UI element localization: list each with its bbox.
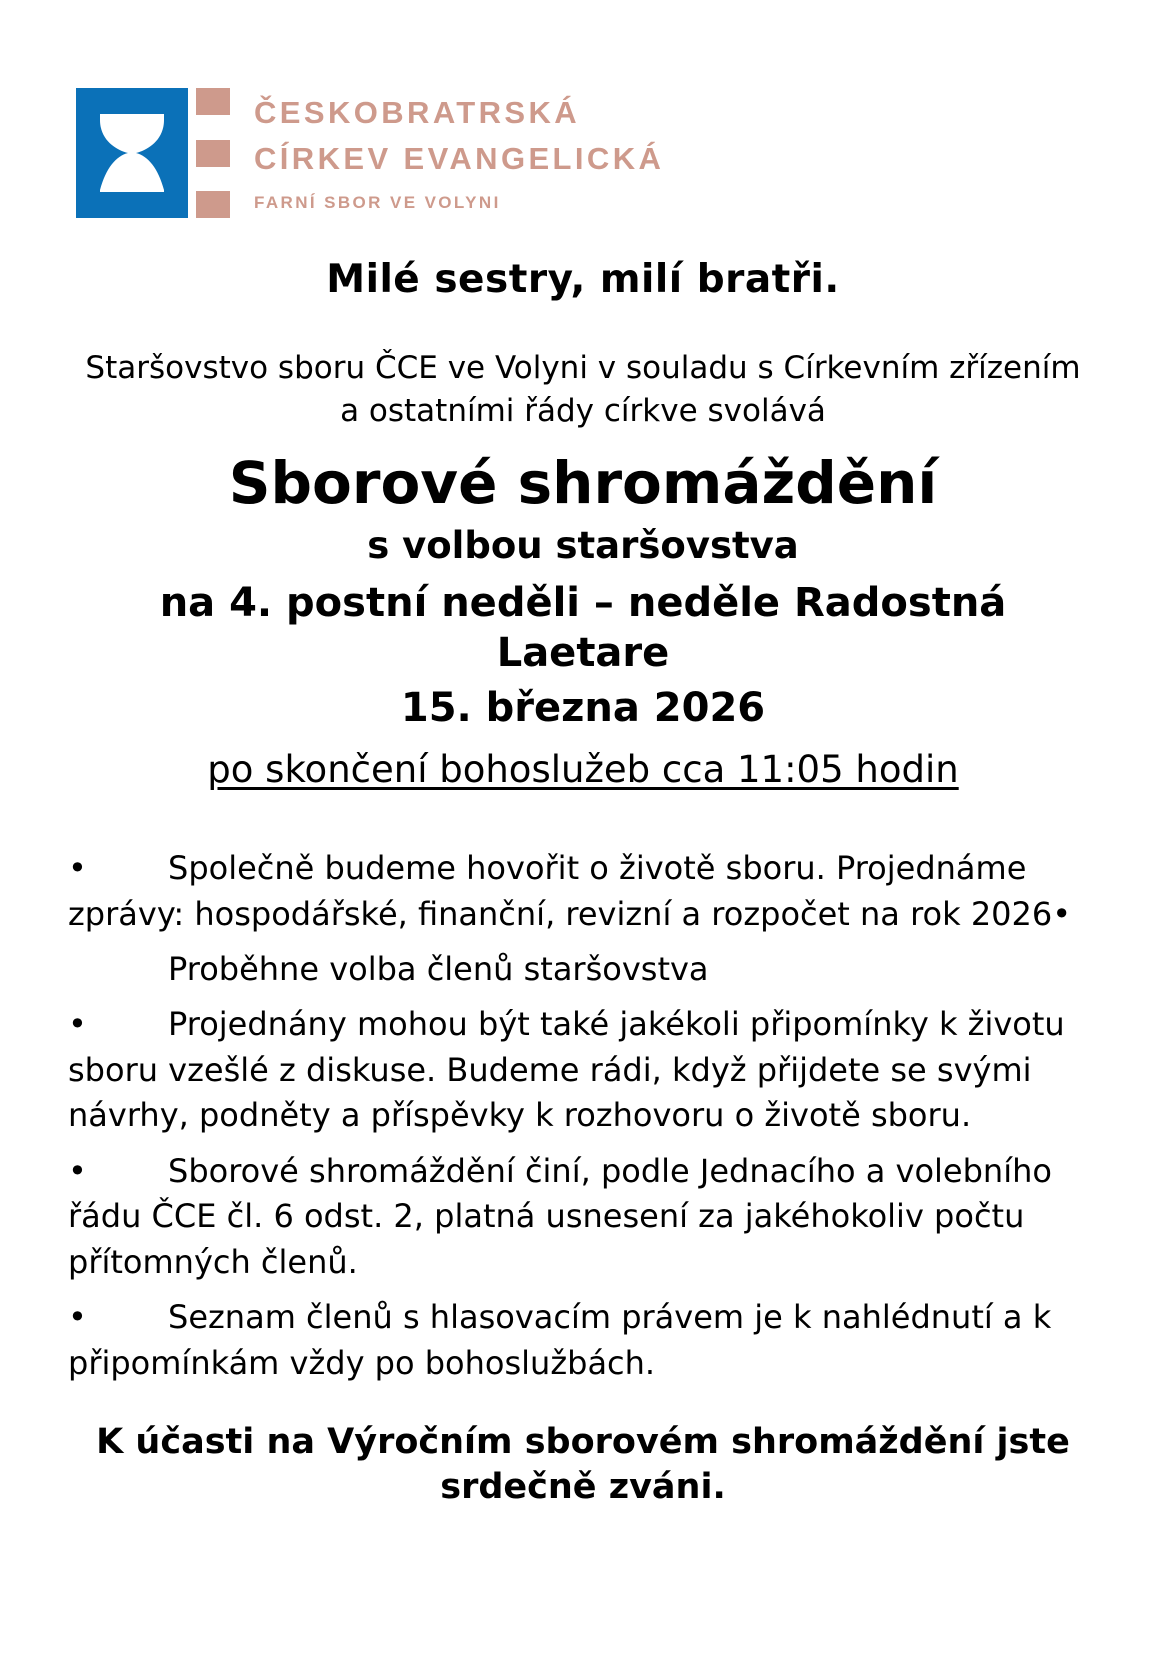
logo-bar-top xyxy=(196,88,230,115)
time-line xyxy=(68,746,1098,794)
bullet-marker: • xyxy=(68,1298,87,1337)
page-title: Sborové shromáždění xyxy=(228,449,938,518)
time-line-text: po skončení bohoslužeb cca 11:05 hodin xyxy=(207,748,959,792)
logo-bar-bottom xyxy=(196,191,230,218)
logo-line-3: FARNÍ SBOR VE VOLYNI xyxy=(254,193,501,212)
title-occasion: na 4. postní neděli – neděle Radostná Laetare xyxy=(159,580,1007,677)
chalice-icon xyxy=(96,112,168,194)
logo-blue-square xyxy=(76,88,188,218)
list-item xyxy=(68,947,1098,992)
intro-line-1: Staršovstvo sboru ČCE ve Volyni v souladu s Církevním zřízením xyxy=(85,349,1081,386)
church-logo xyxy=(76,88,230,218)
list-item-text: Projednány mohou být také jakékoli připomínky k životu sboru vzešlé z diskuse. Budeme rádi, když přijdete se svými návrhy, podněty a příspěvky k rozhovoru o životě sboru. xyxy=(68,1005,1065,1135)
logo-bar-middle xyxy=(196,140,230,167)
closing-line-2: srdečně zváni. xyxy=(440,1467,726,1508)
logo-wordmark xyxy=(254,88,664,218)
list-item-text: Společně budeme hovořit o životě sboru. Projednáme zprávy: hospodářské, finanční, revizní a rozpočet na rok 2026• xyxy=(68,849,1072,933)
title-subtitle: s volbou staršovstva xyxy=(367,523,799,567)
intro-line-2: a ostatními řády církve svolává xyxy=(340,392,826,429)
logo-line-2: CÍRKEV EVANGELICKÁ xyxy=(254,141,665,176)
letterhead xyxy=(76,88,664,218)
bullet-marker: • xyxy=(68,849,87,888)
intro-paragraph xyxy=(68,347,1098,433)
logo-bars xyxy=(196,88,230,218)
list-item xyxy=(68,1149,1098,1285)
closing-line-1: K účasti na Výročním sborovém shromáždění jste xyxy=(96,1421,1070,1462)
list-item xyxy=(68,1002,1098,1138)
list-item xyxy=(68,846,1098,937)
bullet-marker: • xyxy=(68,1005,87,1044)
title-date: 15. března 2026 xyxy=(400,685,766,732)
closing-invitation xyxy=(68,1420,1098,1511)
list-item xyxy=(68,1295,1098,1386)
logo-line-1: ČESKOBRATRSKÁ xyxy=(254,95,581,130)
bullet-list xyxy=(68,846,1098,1386)
list-item-text: Seznam členů s hlasovacím právem je k nahlédnutí a k připomínkám vždy po bohoslužbách. xyxy=(68,1298,1052,1382)
list-item-text: Proběhne volba členů staršovstva xyxy=(168,950,709,988)
bullet-marker: • xyxy=(68,1151,87,1190)
poster-content xyxy=(68,258,1098,1511)
list-item-text: Sborové shromáždění činí, podle Jednacího a volebního řádu ČCE čl. 6 odst. 2, platná usnesení za jakéhokoliv počtu přítomných členů. xyxy=(68,1151,1052,1281)
salutation: Milé sestry, milí bratři. xyxy=(326,257,840,302)
